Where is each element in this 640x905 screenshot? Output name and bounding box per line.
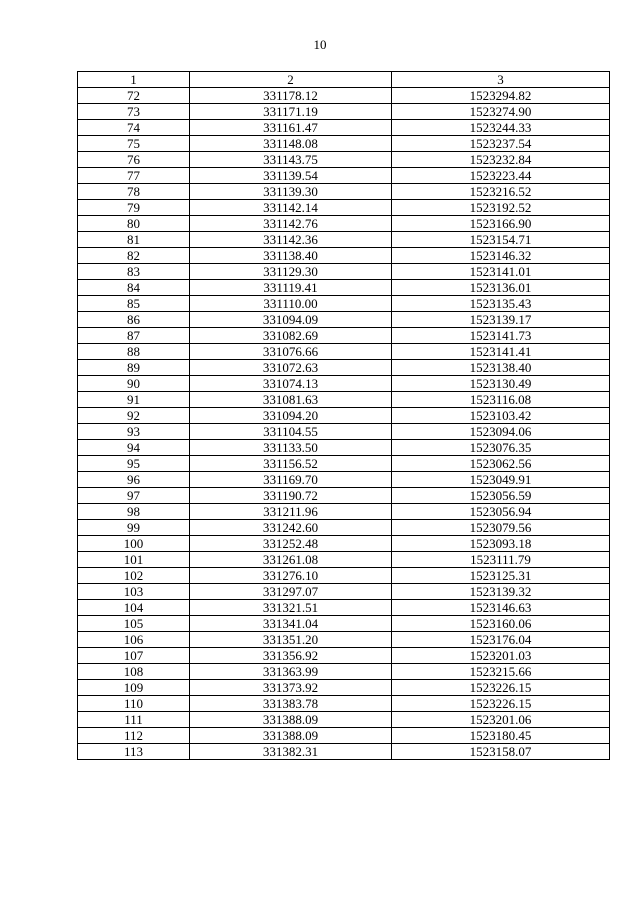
table-row <box>78 488 610 504</box>
point-number-cell: 111 <box>78 712 190 728</box>
x-coordinate-cell: 331363.99 <box>190 664 392 680</box>
table-row <box>78 328 610 344</box>
x-coordinate-cell: 331104.55 <box>190 424 392 440</box>
y-coordinate-cell: 1523141.73 <box>392 328 610 344</box>
point-number-cell: 109 <box>78 680 190 696</box>
table-row <box>78 200 610 216</box>
point-number-cell: 102 <box>78 568 190 584</box>
x-coordinate-cell: 331119.41 <box>190 280 392 296</box>
y-coordinate-cell: 1523103.42 <box>392 408 610 424</box>
table-row <box>78 168 610 184</box>
x-coordinate-cell: 331156.52 <box>190 456 392 472</box>
table-row <box>78 648 610 664</box>
y-coordinate-cell: 1523056.59 <box>392 488 610 504</box>
y-coordinate-cell: 1523125.31 <box>392 568 610 584</box>
point-number-cell: 77 <box>78 168 190 184</box>
point-number-cell: 110 <box>78 696 190 712</box>
table-row <box>78 472 610 488</box>
y-coordinate-cell: 1523139.32 <box>392 584 610 600</box>
y-coordinate-cell: 1523146.32 <box>392 248 610 264</box>
table-row <box>78 632 610 648</box>
table-row <box>78 296 610 312</box>
y-coordinate-cell: 1523223.44 <box>392 168 610 184</box>
x-coordinate-cell: 331252.48 <box>190 536 392 552</box>
x-coordinate-cell: 331242.60 <box>190 520 392 536</box>
point-number-cell: 99 <box>78 520 190 536</box>
point-number-cell: 91 <box>78 392 190 408</box>
x-coordinate-cell: 331383.78 <box>190 696 392 712</box>
point-number-cell: 79 <box>78 200 190 216</box>
y-coordinate-cell: 1523056.94 <box>392 504 610 520</box>
table-row <box>78 392 610 408</box>
y-coordinate-cell: 1523232.84 <box>392 152 610 168</box>
table-row <box>78 568 610 584</box>
x-coordinate-cell: 331094.09 <box>190 312 392 328</box>
column-header-2: 2 <box>190 72 392 88</box>
table-row <box>78 424 610 440</box>
point-number-cell: 94 <box>78 440 190 456</box>
table-row <box>78 712 610 728</box>
point-number-cell: 93 <box>78 424 190 440</box>
point-number-cell: 78 <box>78 184 190 200</box>
table-header <box>78 72 610 88</box>
y-coordinate-cell: 1523192.52 <box>392 200 610 216</box>
table-row <box>78 408 610 424</box>
x-coordinate-cell: 331178.12 <box>190 88 392 104</box>
x-coordinate-cell: 331076.66 <box>190 344 392 360</box>
table-row <box>78 136 610 152</box>
point-number-cell: 75 <box>78 136 190 152</box>
point-number-cell: 72 <box>78 88 190 104</box>
y-coordinate-cell: 1523116.08 <box>392 392 610 408</box>
x-coordinate-cell: 331142.14 <box>190 200 392 216</box>
column-header-1: 1 <box>78 72 190 88</box>
table-row <box>78 696 610 712</box>
point-number-cell: 97 <box>78 488 190 504</box>
point-number-cell: 107 <box>78 648 190 664</box>
table-row <box>78 360 610 376</box>
y-coordinate-cell: 1523094.06 <box>392 424 610 440</box>
point-number-cell: 95 <box>78 456 190 472</box>
table-row <box>78 376 610 392</box>
point-number-cell: 112 <box>78 728 190 744</box>
y-coordinate-cell: 1523226.15 <box>392 696 610 712</box>
table-row <box>78 120 610 136</box>
table-row <box>78 344 610 360</box>
point-number-cell: 73 <box>78 104 190 120</box>
table-row <box>78 280 610 296</box>
y-coordinate-cell: 1523201.06 <box>392 712 610 728</box>
y-coordinate-cell: 1523160.06 <box>392 616 610 632</box>
x-coordinate-cell: 331148.08 <box>190 136 392 152</box>
x-coordinate-cell: 331388.09 <box>190 728 392 744</box>
point-number-cell: 108 <box>78 664 190 680</box>
y-coordinate-cell: 1523093.18 <box>392 536 610 552</box>
x-coordinate-cell: 331110.00 <box>190 296 392 312</box>
point-number-cell: 76 <box>78 152 190 168</box>
table-row <box>78 616 610 632</box>
point-number-cell: 83 <box>78 264 190 280</box>
table-row <box>78 264 610 280</box>
x-coordinate-cell: 331142.36 <box>190 232 392 248</box>
table-row <box>78 456 610 472</box>
x-coordinate-cell: 331081.63 <box>190 392 392 408</box>
header-row <box>78 72 610 88</box>
x-coordinate-cell: 331373.92 <box>190 680 392 696</box>
point-number-cell: 86 <box>78 312 190 328</box>
y-coordinate-cell: 1523215.66 <box>392 664 610 680</box>
y-coordinate-cell: 1523216.52 <box>392 184 610 200</box>
table-row <box>78 504 610 520</box>
table-row <box>78 728 610 744</box>
y-coordinate-cell: 1523079.56 <box>392 520 610 536</box>
table-row <box>78 664 610 680</box>
table-row <box>78 104 610 120</box>
x-coordinate-cell: 331138.40 <box>190 248 392 264</box>
point-number-cell: 74 <box>78 120 190 136</box>
y-coordinate-cell: 1523136.01 <box>392 280 610 296</box>
x-coordinate-cell: 331351.20 <box>190 632 392 648</box>
coordinates-table <box>77 71 610 760</box>
table-row <box>78 88 610 104</box>
y-coordinate-cell: 1523049.91 <box>392 472 610 488</box>
x-coordinate-cell: 331074.13 <box>190 376 392 392</box>
x-coordinate-cell: 331321.51 <box>190 600 392 616</box>
table-row <box>78 552 610 568</box>
table-row <box>78 520 610 536</box>
y-coordinate-cell: 1523141.01 <box>392 264 610 280</box>
y-coordinate-cell: 1523139.17 <box>392 312 610 328</box>
point-number-cell: 113 <box>78 744 190 760</box>
y-coordinate-cell: 1523130.49 <box>392 376 610 392</box>
x-coordinate-cell: 331142.76 <box>190 216 392 232</box>
table-row <box>78 216 610 232</box>
point-number-cell: 90 <box>78 376 190 392</box>
point-number-cell: 80 <box>78 216 190 232</box>
x-coordinate-cell: 331261.08 <box>190 552 392 568</box>
table-row <box>78 440 610 456</box>
point-number-cell: 85 <box>78 296 190 312</box>
y-coordinate-cell: 1523244.33 <box>392 120 610 136</box>
x-coordinate-cell: 331133.50 <box>190 440 392 456</box>
x-coordinate-cell: 331094.20 <box>190 408 392 424</box>
point-number-cell: 106 <box>78 632 190 648</box>
x-coordinate-cell: 331382.31 <box>190 744 392 760</box>
x-coordinate-cell: 331171.19 <box>190 104 392 120</box>
table-row <box>78 312 610 328</box>
table-row <box>78 680 610 696</box>
table-row <box>78 184 610 200</box>
y-coordinate-cell: 1523076.35 <box>392 440 610 456</box>
y-coordinate-cell: 1523111.79 <box>392 552 610 568</box>
table-row <box>78 152 610 168</box>
y-coordinate-cell: 1523201.03 <box>392 648 610 664</box>
table-row <box>78 536 610 552</box>
point-number-cell: 98 <box>78 504 190 520</box>
point-number-cell: 105 <box>78 616 190 632</box>
y-coordinate-cell: 1523176.04 <box>392 632 610 648</box>
table-row <box>78 744 610 760</box>
x-coordinate-cell: 331276.10 <box>190 568 392 584</box>
y-coordinate-cell: 1523166.90 <box>392 216 610 232</box>
point-number-cell: 88 <box>78 344 190 360</box>
point-number-cell: 101 <box>78 552 190 568</box>
x-coordinate-cell: 331082.69 <box>190 328 392 344</box>
x-coordinate-cell: 331211.96 <box>190 504 392 520</box>
point-number-cell: 96 <box>78 472 190 488</box>
point-number-cell: 100 <box>78 536 190 552</box>
x-coordinate-cell: 331129.30 <box>190 264 392 280</box>
y-coordinate-cell: 1523294.82 <box>392 88 610 104</box>
y-coordinate-cell: 1523158.07 <box>392 744 610 760</box>
y-coordinate-cell: 1523180.45 <box>392 728 610 744</box>
point-number-cell: 104 <box>78 600 190 616</box>
point-number-cell: 92 <box>78 408 190 424</box>
y-coordinate-cell: 1523135.43 <box>392 296 610 312</box>
table-row <box>78 248 610 264</box>
x-coordinate-cell: 331143.75 <box>190 152 392 168</box>
point-number-cell: 89 <box>78 360 190 376</box>
y-coordinate-cell: 1523146.63 <box>392 600 610 616</box>
x-coordinate-cell: 331388.09 <box>190 712 392 728</box>
x-coordinate-cell: 331341.04 <box>190 616 392 632</box>
table-body <box>78 88 610 760</box>
table-row <box>78 232 610 248</box>
point-number-cell: 82 <box>78 248 190 264</box>
column-header-3: 3 <box>392 72 610 88</box>
y-coordinate-cell: 1523154.71 <box>392 232 610 248</box>
x-coordinate-cell: 331169.70 <box>190 472 392 488</box>
y-coordinate-cell: 1523226.15 <box>392 680 610 696</box>
point-number-cell: 81 <box>78 232 190 248</box>
x-coordinate-cell: 331161.47 <box>190 120 392 136</box>
y-coordinate-cell: 1523141.41 <box>392 344 610 360</box>
x-coordinate-cell: 331356.92 <box>190 648 392 664</box>
y-coordinate-cell: 1523062.56 <box>392 456 610 472</box>
x-coordinate-cell: 331139.54 <box>190 168 392 184</box>
y-coordinate-cell: 1523237.54 <box>392 136 610 152</box>
x-coordinate-cell: 331297.07 <box>190 584 392 600</box>
point-number-cell: 87 <box>78 328 190 344</box>
x-coordinate-cell: 331139.30 <box>190 184 392 200</box>
x-coordinate-cell: 331190.72 <box>190 488 392 504</box>
y-coordinate-cell: 1523274.90 <box>392 104 610 120</box>
page-number: 10 <box>313 37 327 52</box>
table-row <box>78 600 610 616</box>
point-number-cell: 103 <box>78 584 190 600</box>
x-coordinate-cell: 331072.63 <box>190 360 392 376</box>
y-coordinate-cell: 1523138.40 <box>392 360 610 376</box>
table-row <box>78 584 610 600</box>
point-number-cell: 84 <box>78 280 190 296</box>
